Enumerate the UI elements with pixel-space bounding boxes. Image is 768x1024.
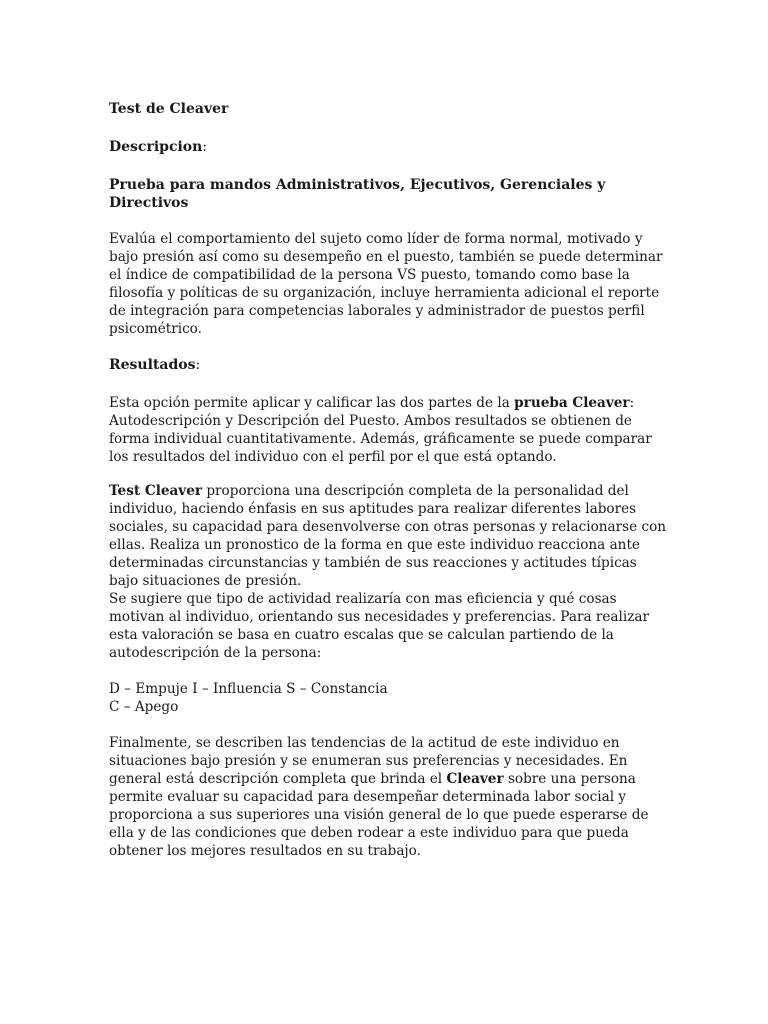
paragraph-final (109, 734, 669, 860)
paragraph-final-post: sobre una persona permite evaluar su capacidad para desempeñar determinada labor social y proporciona a sus superiores una visión general de lo que puede esperarse de ella y de las condiciones que deben rodear a este individuo para que pueda obtener los mejores resultados en su trabajo. (109, 771, 649, 859)
paragraph-test-cleaver-post: proporciona una descripción completa de la personalidad del individuo, haciendo énfasis en sus aptitudes para realizar diferentes labores sociales, su capacidad para desenvolverse con otras personas y relacionarse con ellas. Realiza un pronostico de la forma en que este individuo reacciona ante determinadas circunstancias y también de sus reacciones y actitudes típicas bajo situaciones de presión. (109, 483, 667, 589)
description-heading-colon: : (202, 139, 208, 155)
description-heading (109, 138, 669, 156)
results-heading-text: Resultados (109, 357, 196, 373)
paragraph-results-pre: Esta opción permite aplicar y calificar las dos partes de la (109, 395, 515, 411)
document-title: Test de Cleaver (109, 101, 229, 117)
paragraph-results-bold: prueba Cleaver (514, 395, 630, 411)
paragraph-final-bold: Cleaver (446, 771, 504, 787)
results-heading-colon: : (195, 357, 201, 373)
paragraph-suggestion: Se sugiere que tipo de actividad realizaría con mas eficiencia y qué cosas motivan al individuo, orientando sus necesidades y preferencias. Para realizar esta valoración se basa en cuatro escalas que se calculan partiendo de la autodescripción de la persona: (109, 591, 649, 661)
paragraph-test-cleaver-bold: Test Cleaver (109, 483, 203, 499)
subheading: Prueba para mandos Administrativos, Ejecutivos, Gerenciales y Directivos (109, 177, 606, 211)
scales-line-2: C – Apego (109, 699, 179, 715)
paragraph-test-cleaver (109, 482, 669, 590)
document-page (109, 100, 669, 860)
paragraph-results-post: : Autodescripción y Descripción del Puesto. Ambos resultados se obtienen de forma individual cuantitativamente. Además, gráficamente se puede comparar los resultados del individuo con el perfil por el que está optando. (109, 395, 652, 465)
paragraph-results (109, 394, 669, 466)
results-heading (109, 356, 669, 374)
paragraph-evaluation: Evalúa el comportamiento del sujeto como líder de forma normal, motivado y bajo presión así como su desempeño en el puesto, también se puede determinar el índice de compatibilidad de la persona VS puesto, tomando como base la filosofía y políticas de su organización, incluye herramienta adicional el reporte de integración para competencias laborales y administrador de puestos perfil psicométrico. (109, 231, 663, 337)
scales-line-1: D – Empuje I – Influencia S – Constancia (109, 681, 388, 697)
description-heading-text: Descripcion (109, 139, 203, 155)
paragraph-final-pre: Finalmente, se describen las tendencias de la actitud de este individuo en situaciones bajo presión y se enumeran sus preferencias y necesidades. En general está descripción completa que brinda el (109, 735, 628, 787)
